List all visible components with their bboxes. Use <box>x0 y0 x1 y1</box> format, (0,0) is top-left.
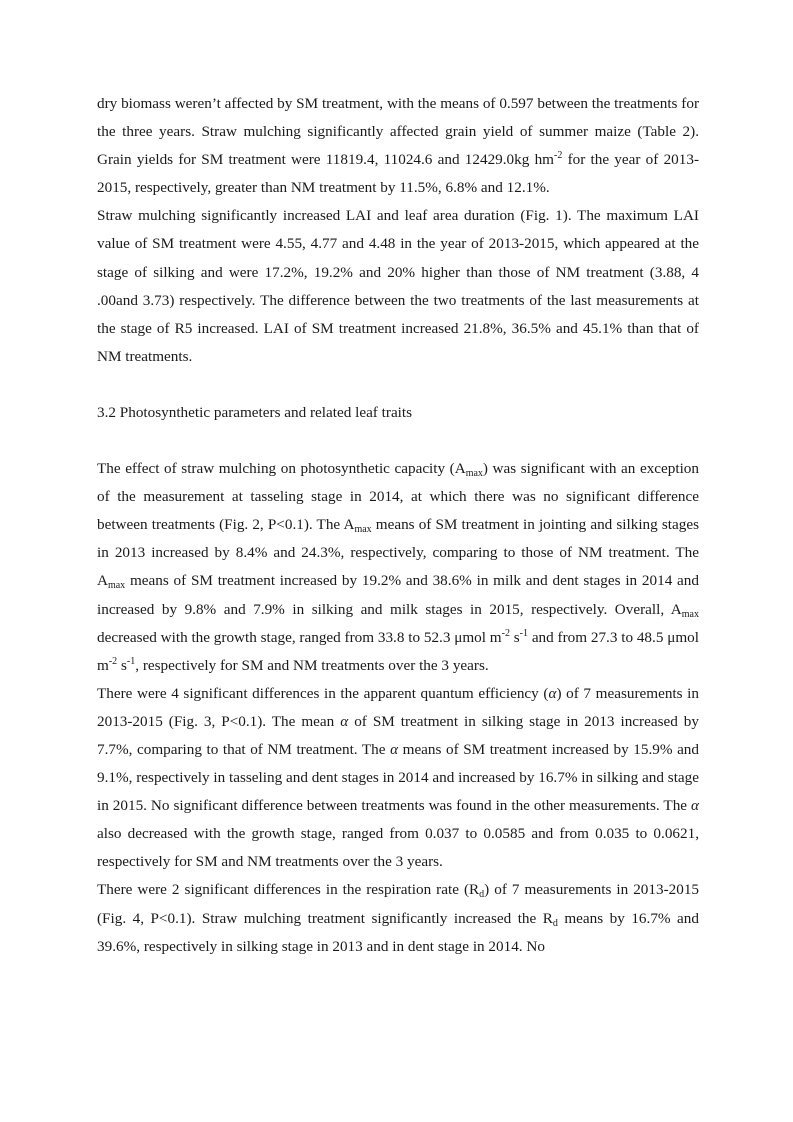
paragraph-quantum-efficiency <box>97 680 699 877</box>
subscript: d <box>479 889 485 901</box>
text-run: There were 4 significant differences in the apparent quantum efficiency ( <box>97 684 549 702</box>
alpha-symbol: α <box>390 740 399 758</box>
alpha-symbol: α <box>548 684 557 702</box>
text-run: decreased with the growth stage, ranged from 33.8 to 52.3 μmol m <box>97 628 502 646</box>
subscript: max <box>107 580 126 592</box>
text-run: means of SM treatment increased by 19.2% and 38.6% in milk and dent stages in 2014 and increased by 9.8% and 7.9% in silking and milk stages in 2015, respectively. Overall, A <box>97 572 699 618</box>
subscript: max <box>681 608 699 620</box>
text-run: and from 27.3 to 48.5 μmol m <box>97 628 699 674</box>
text-run: means of SM treatment increased by 15.9% and 9.1%, respectively in tasseling and dent stages in 2014 and increased by 16.7% in silking and stage in 2015. No significant difference between treatments was found in the other measurements. The <box>97 740 699 815</box>
section-heading: 3.2 Photosynthetic parameters and related leaf traits <box>97 403 413 421</box>
subscript: max <box>354 524 372 536</box>
text-run: means of SM treatment in jointing and silking stages in 2013 increased by 8.4% and 24.3%, respectively, comparing to those of NM treatment. The A <box>97 516 699 590</box>
text-run: , respectively for SM and NM treatments over the 3 years. <box>135 656 489 674</box>
text-run: of SM treatment in silking stage in 2013 increased by 7.7%, comparing to that of NM treatment. The <box>97 712 699 758</box>
alpha-symbol: α <box>340 712 349 730</box>
paragraph-amax <box>97 455 699 680</box>
subscript: d <box>552 917 558 929</box>
superscript: -2 <box>501 627 510 639</box>
paragraph-respiration <box>97 876 699 960</box>
text-run: There were 2 significant differences in the respiration rate (R <box>97 881 480 899</box>
paragraph-lai: Straw mulching significantly increased LAI and leaf area duration (Fig. 1). The maximum LAI value of SM treatment were 4.55, 4.77 and 4.48 in the year of 2013-2015, which appeared at the stage of silking and were 17.2%, 19.2% and 20% higher than those of NM treatment (3.88, 4 .00and 3.73) respectively. The difference between the two treatments of the last measurements at the stage of R5 increased. LAI of SM treatment increased 21.8%, 36.5% and 45.1% than that of NM treatments. <box>97 207 699 365</box>
paragraph-biomass-yield <box>97 90 699 202</box>
text-run: for the year of 2013-2015, respectively, greater than NM treatment by 11.5%, 6.8% and 12.1%. <box>97 151 699 197</box>
text-run: dry biomass weren’t affected by SM treatment, with the means of 0.597 between the treatments for the three years. Straw mulching significantly affected grain yield of summer maize (Table 2). Grain yields for SM treatment were 11819.4, 11024.6 and 12429.0kg hm <box>97 95 699 169</box>
superscript: -2 <box>554 150 563 162</box>
superscript: -2 <box>108 655 118 667</box>
spacer <box>97 371 699 399</box>
text-run: ) was significant with an exception of the measurement at tasseling stage in 2014, at which there was no significant difference between treatments (Fig. 2, P<0.1). The A <box>97 460 699 534</box>
subscript: max <box>465 468 483 480</box>
alpha-symbol: α <box>691 797 699 815</box>
text-run: The effect of straw mulching on photosynthetic capacity (A <box>97 460 466 478</box>
text-run: ) of 7 measurements in 2013-2015 (Fig. 4, P<0.1). Straw mulching treatment significantly increased the R <box>97 881 700 927</box>
text-run: ) of 7 measurements in 2013-2015 (Fig. 3, P<0.1). The mean <box>97 684 699 730</box>
text-run: means by 16.7% and 39.6%, respectively in silking stage in 2013 and in dent stage in 2014. No <box>97 909 699 955</box>
text-run: also decreased with the growth stage, ranged from 0.037 to 0.0585 and from 0.035 to 0.0621, respectively for SM and NM treatments over the 3 years. <box>97 825 699 871</box>
spacer <box>97 427 699 455</box>
text-run: s <box>117 656 127 674</box>
superscript: -1 <box>126 655 136 667</box>
text-run: s <box>509 628 520 646</box>
superscript: -1 <box>519 627 529 639</box>
document-page <box>97 90 699 961</box>
